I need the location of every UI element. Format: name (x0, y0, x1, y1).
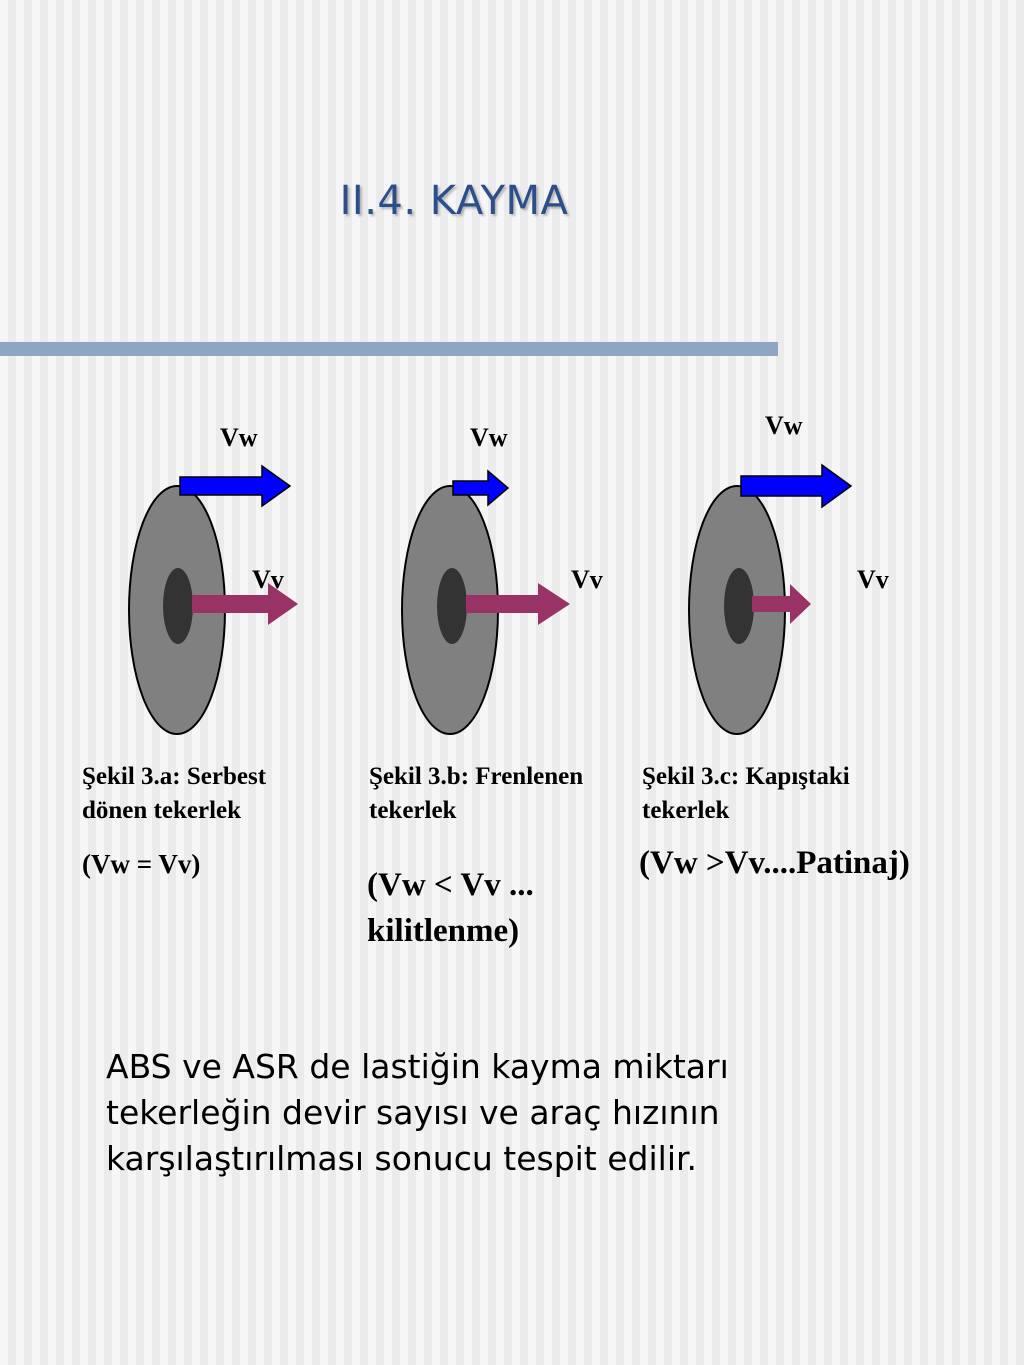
caption-figure-b (369, 760, 583, 828)
hub-a (163, 568, 193, 644)
hub-b (437, 568, 467, 644)
caption-c-line1: Şekil 3.c: Kapıştaki (642, 763, 850, 790)
vv-label-c: Vv (857, 565, 889, 594)
formula-figure-b: (Vw < Vv ... kilitlenme) (367, 867, 534, 949)
figure-c-spinning-wheel (689, 411, 889, 734)
vw-label-b: Vw (470, 423, 508, 452)
figure-a-free-wheel (129, 423, 298, 734)
formula-figure-c: (Vw >Vv....Patinaj) (639, 845, 910, 881)
vv-label-a: Vv (252, 565, 284, 594)
caption-figure-a (82, 760, 266, 828)
caption-a-line1: Şekil 3.a: Serbest (82, 763, 267, 790)
caption-b-line2: tekerlek (369, 797, 457, 824)
vw-label-c: Vw (765, 411, 803, 440)
slide-title: II.4. KAYMA (339, 178, 569, 224)
body-paragraph: ABS ve ASR de lastiğin kayma miktarı tekerleğin devir sayısı ve araç hızının karşılaştırılması sonucu tespit edilir. (106, 1047, 729, 1178)
caption-b-line1: Şekil 3.b: Frenlenen (369, 763, 584, 790)
caption-figure-c (642, 760, 850, 828)
figure-b-braked-wheel (402, 423, 603, 734)
vv-label-b: Vv (571, 565, 603, 594)
formula-figure-a: (Vw = Vv) (82, 849, 201, 879)
hub-c (724, 568, 754, 644)
vw-label-a: Vw (220, 423, 258, 452)
caption-c-line2: tekerlek (642, 797, 730, 824)
caption-a-line2: dönen tekerlek (82, 797, 242, 824)
